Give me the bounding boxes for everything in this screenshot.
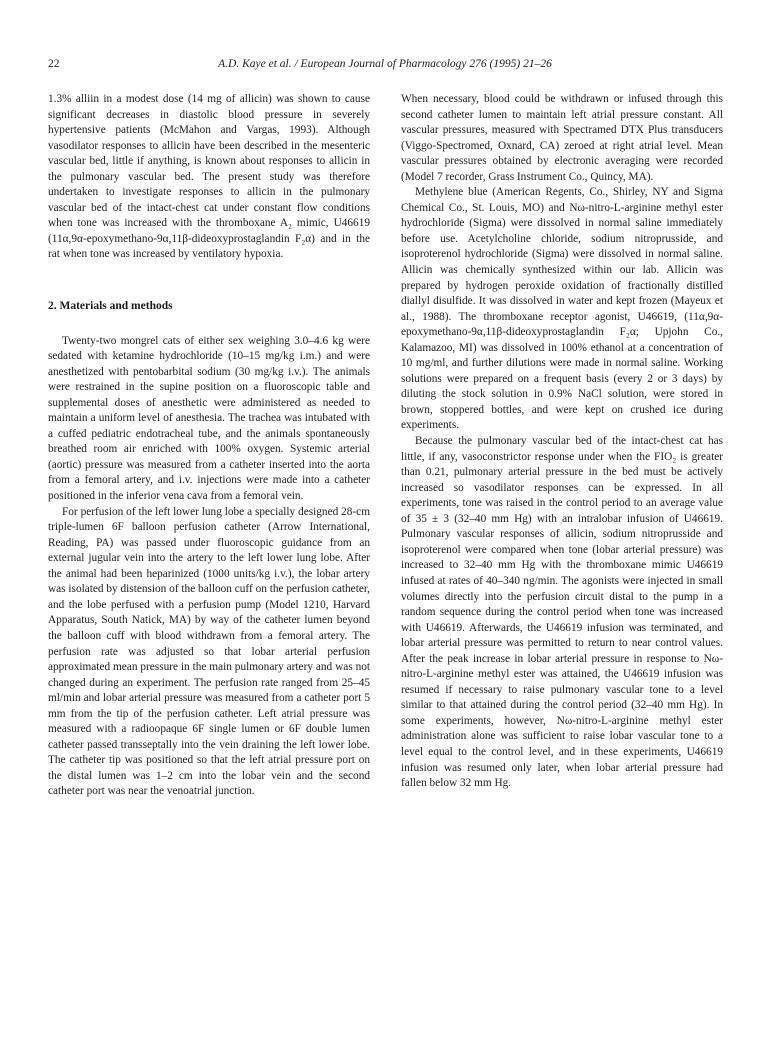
intro-paragraph: 1.3% alliin in a modest dose (14 mg of allicin) was shown to cause significant decreases in diastolic blood pressure in severely hypertensive patients (McMahon and Vargas, 1993). Although vasodilator responses to allicin have been described in the mesenteric vascular bed, little if anything, is known about responses to allicin in the pulmonary vascular bed. The present study was therefore undertaken to investigate responses to allicin in the pulmonary vascular bed of the intact-chest cat under constant flow conditions when tone was increased with the thromboxane A₂ mimic, U46619 (11α,9α-epoxymethano-9α,11β-dideoxyprostaglandin F₂α) and in the rat when tone was increased by ventilatory hypoxia. [48,93,370,261]
page-number: 22 [48,58,60,70]
running-head: A.D. Kaye et al. / European Journal of Pharmacology 276 (1995) 21–26 [218,58,552,70]
methods-paragraph-1: Twenty-two mongrel cats of either sex weighing 3.0–4.6 kg were sedated with ketamine hydrochloride (10–15 mg/kg i.m.) and were anesthetized with pentobarbital sodium (30 mg/kg i.v.). The animals were restrained in the supine position on a fluoroscopic table and supplemental doses of anesthetic were administered as needed to maintain a uniform level of anesthesia. The trachea was intubated with a cuffed pediatric endotracheal tube, and the animals spontaneously breathed room air enriched with 100% oxygen. Systemic arterial (aortic) pressure was measured from a catheter inserted into the aorta from a femoral artery, and i.v. injections were made into a catheter positioned in the inferior vena cava from a femoral vein. [48,334,370,503]
page-header [48,58,722,76]
section-heading: 2. Materials and methods [48,300,173,313]
left-column [48,92,370,800]
right-paragraph-2: Methylene blue (American Regents, Co., Shirley, NY and Sigma Chemical Co., St. Louis, MO) and Nω-nitro-L-arginine methyl ester hydrochloride (Sigma) were dissolved in normal saline immediately before use. Acetylcholine chloride, sodium nitroprusside, and isoproterenol hydrochloride (Sigma) were dissolved in normal saline. Allicin was chemically synthesized within our lab. Allicin was prepared by hydrogen peroxide oxidation of fractionally distilled diallyl disulfide. It was dissolved in water and kept frozen (Mayeux et al., 1988). The thromboxane receptor agonist, U46619, (11α,9α-epoxymethano-9α,11β-dideoxyprostaglandin F₂α; Upjohn Co., Kalamazoo, MI) was dissolved in 100% ethanol at a concentration of 10 mg/ml, and further dilutions were made in normal saline. Working solutions were prepared on a frequent basis (every 2 or 3 days) by diluting the stock solution in 0.9% NaCl solution, were stored in brown, stoppered bottles, and were kept on crushed ice during experiments. [401,186,723,432]
right-paragraph-3: Because the pulmonary vascular bed of the intact-chest cat has little, if any, vasoconstrictor response under when the FIO₂ is greater than 0.21, pulmonary arterial pressure in the bed must be actively increased so vasodilator responses can be expressed. In all experiments, tone was raised in the control period to an average value of 35 ± 3 (32–40 mm Hg) with an intralobar infusion of U46619. Pulmonary vascular responses of allicin, sodium nitroprusside and isoproterenol were compared when tone (lobar arterial pressure) was increased to 32–40 mm Hg with the thromboxane mimic U46619 infused at rates of 40–340 ng/min. The agonists were injected in small volumes directly into the perfusion circuit distal to the pump in a random sequence during the control period when tone was increased with U46619. Afterwards, the U46619 infusion was terminated, and lobar arterial pressure was permitted to return to near control values. After the peak increase in lobar arterial pressure in response to Nω-nitro-L-arginine methyl ester was attained, the U46619 infusion was resumed if necessary to raise pulmonary vascular tone to a level similar to that attained during the control period (32–40 mm Hg). In some experiments, however, Nω-nitro-L-arginine methyl ester administration alone was sufficient to raise lobar vascular tone to a level equal to the control level, and in these experiments, U46619 infusion was resumed only later, when lobar arterial pressure had fallen below 32 mm Hg. [401,435,723,790]
right-column [401,92,723,792]
right-paragraph-1: When necessary, blood could be withdrawn or infused through this second catheter lumen to maintain left atrial pressure constant. All vascular pressures, measured with Spectramed DTX Plus transducers (Viggo-Spectromed, Oxnard, CA) zeroed at right atrial level. Mean vascular pressures obtained by electronic averaging were recorded (Model 7 recorder, Grass Instrument Co., Quincy, MA). [401,93,723,183]
methods-paragraph-2: For perfusion of the left lower lung lobe a specially designed 28-cm triple-lumen 6F balloon perfusion catheter (Arrow International, Reading, PA) was passed under fluoroscopic guidance from an external jugular vein into the artery to the left lower lung lobe. After the animal had been heparinized (1000 units/kg i.v.), the lobar artery was isolated by distension of the balloon cuff on the perfusion catheter, and the lobe perfused with a perfusion pump (Model 1210, Harvard Apparatus, South Natick, MA) by way of the catheter lumen beyond the balloon cuff with blood withdrawn from a femoral artery. The perfusion rate was adjusted so that lobar arterial perfusion approximated mean pressure in the main pulmonary artery and was not changed during an experiment. The perfusion rate ranged from 25–45 ml/min and lobar arterial pressure was measured from a catheter port 5 mm from the tip of the perfusion catheter. Left atrial pressure was measured with a radioopaque 6F single lumen or 6F double lumen catheter passed transseptally into the vein draining the left lower lobe. The catheter tip was positioned so that the left atrial pressure port on the distal lumen was 1–2 cm into the lobar vein and the second catheter port was near the venoatrial junction. [48,505,370,798]
